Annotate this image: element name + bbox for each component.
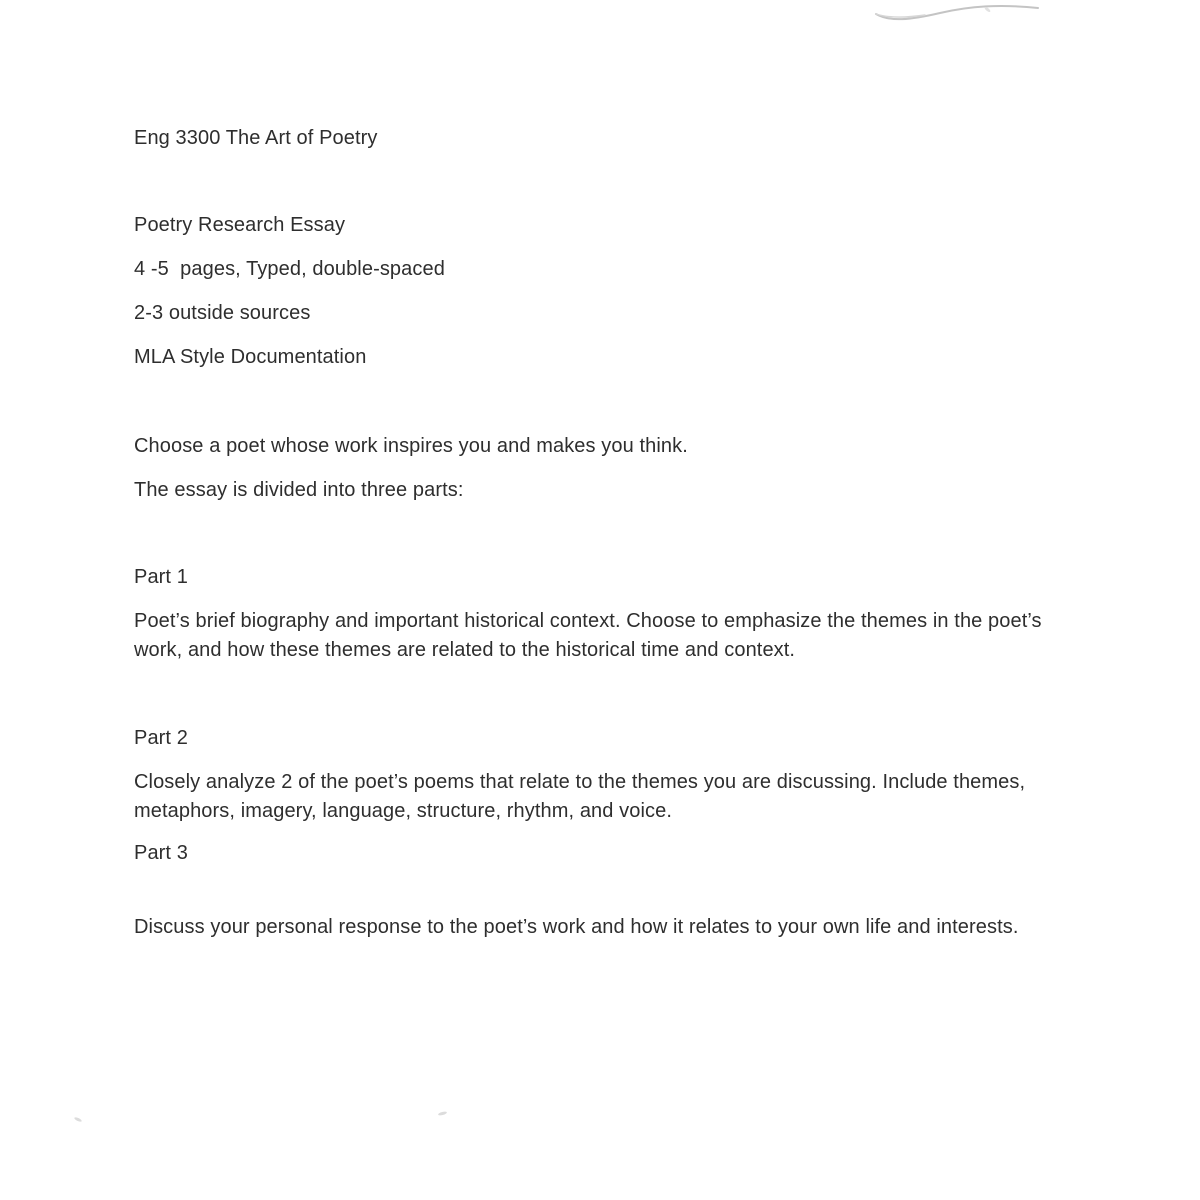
scan-speck <box>438 1111 447 1116</box>
scan-speck <box>74 1116 83 1122</box>
part-1-body-line-2: work, and how these themes are related to the historical time and context. <box>134 639 796 661</box>
part-2-body-line-2: metaphors, imagery, language, structure, rhythm, and voice. <box>134 800 673 822</box>
part-2-body-line-1: Closely analyze 2 of the poet’s poems that relate to the themes you are discussing. Include themes, <box>134 771 1026 793</box>
part-3-heading: Part 3 <box>134 842 188 864</box>
part-3-body-line-1: Discuss your personal response to the poet’s work and how it relates to your own life and interests. <box>134 916 1019 938</box>
requirement-style: MLA Style Documentation <box>134 346 367 368</box>
assignment-title: Poetry Research Essay <box>134 214 346 236</box>
part-2-heading: Part 2 <box>134 727 188 749</box>
intro-three-parts: The essay is divided into three parts: <box>134 479 464 501</box>
intro-choose-poet: Choose a poet whose work inspires you and makes you think. <box>134 435 688 457</box>
part-1-body-line-1: Poet’s brief biography and important historical context. Choose to emphasize the themes in the poet’s <box>134 610 1042 632</box>
scan-artifact-curl-icon <box>870 0 1040 30</box>
requirement-pages: 4 -5 pages, Typed, double-spaced <box>134 258 445 280</box>
requirement-sources: 2-3 outside sources <box>134 302 311 324</box>
course-title: Eng 3300 The Art of Poetry <box>134 127 378 149</box>
part-1-heading: Part 1 <box>134 566 188 588</box>
